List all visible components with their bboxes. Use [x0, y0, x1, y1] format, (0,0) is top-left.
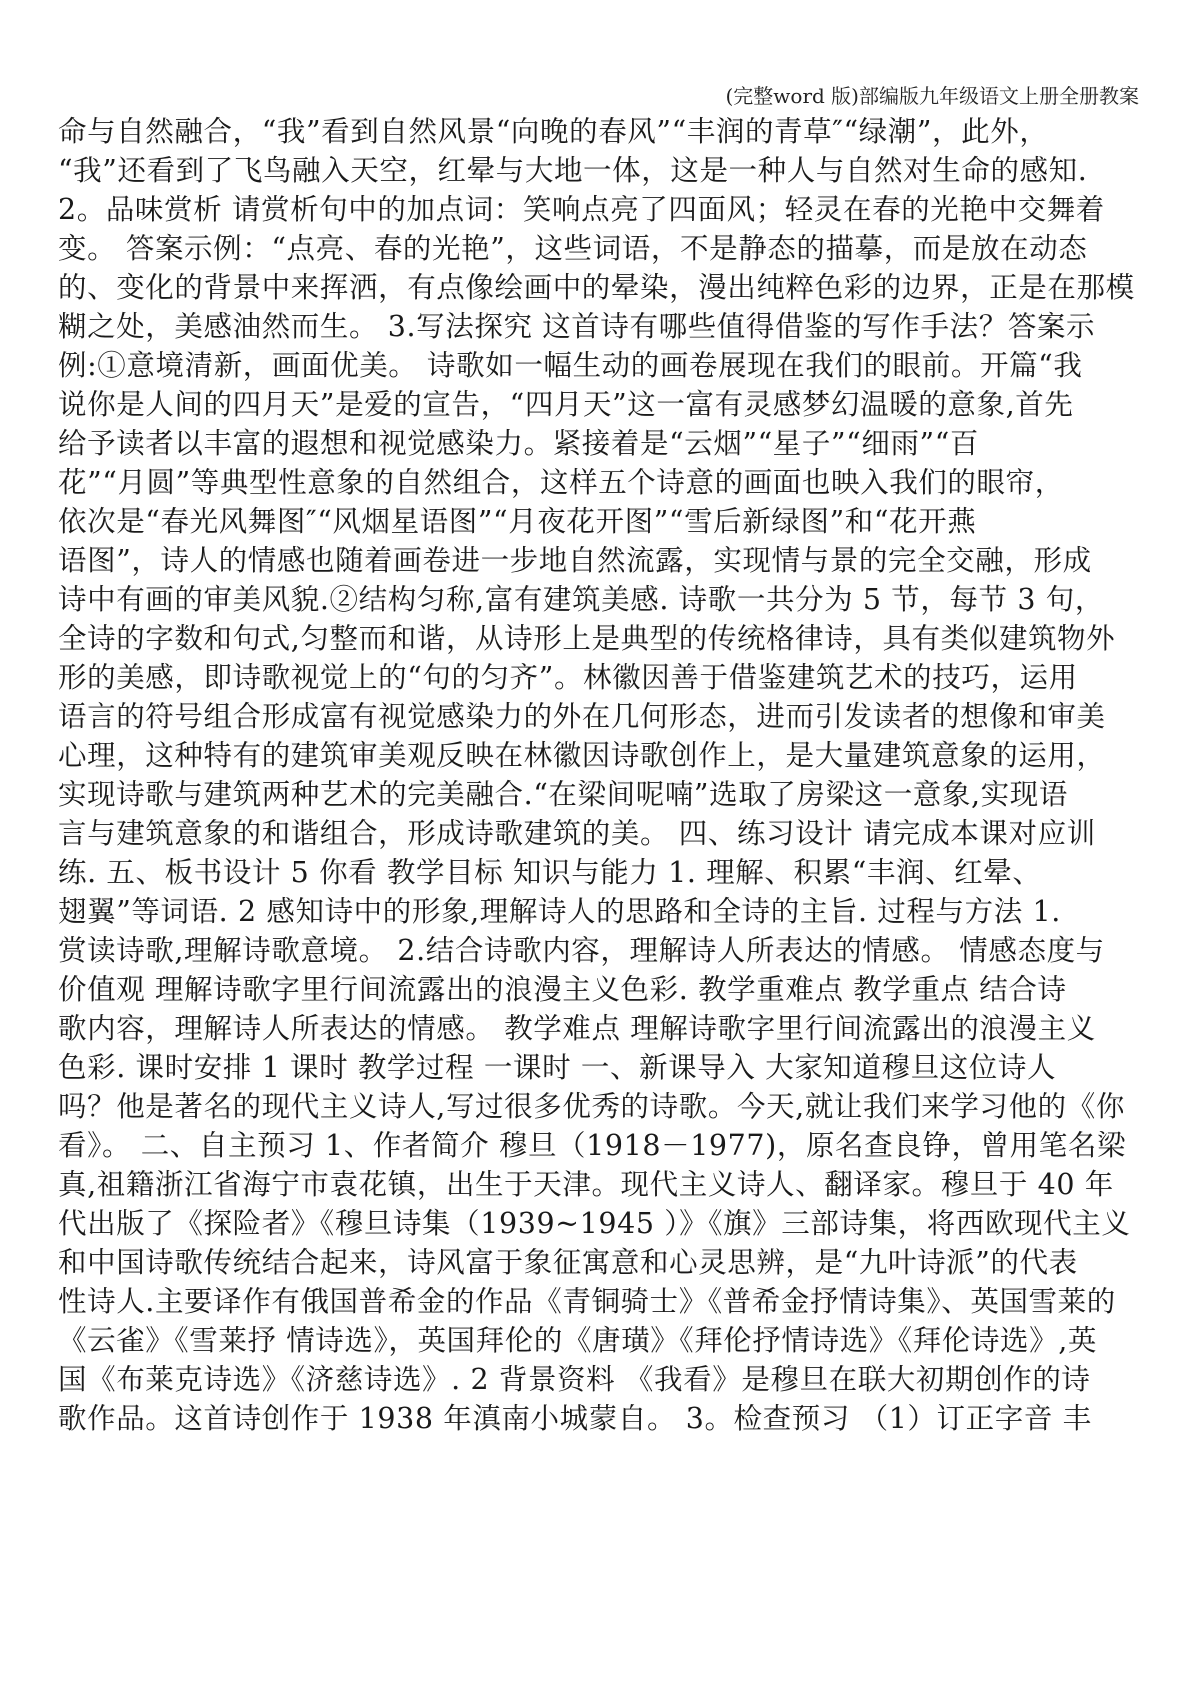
page-header: (完整word 版)部编版九年级语文上册全册教案 [725, 84, 1139, 108]
text-line: 心理，这种特有的建筑审美观反映在林徽因诗歌创作上，是大量建筑意象的运用， [58, 739, 1106, 772]
text-line: 形的美感，即诗歌视觉上的“句的匀齐”。林徽因善于借鉴建筑艺术的技巧，运用 [58, 661, 1078, 694]
text-line: 歌内容，理解诗人所表达的情感。 教学难点 理解诗歌字里行间流露出的浪漫主义 [58, 1012, 1096, 1045]
text-line: “我”还看到了飞鸟融入天空，红晕与大地一体，这是一种人与自然对生命的感知. [58, 154, 1088, 187]
text-line: 语言的符号组合形成富有视觉感染力的外在几何形态，进而引发读者的想像和审美 [58, 700, 1106, 733]
text-line: 例:①意境清新，画面优美。 诗歌如一幅生动的画卷展现在我们的眼前。开篇“我 [58, 349, 1083, 382]
text-line: 代出版了《探险者》《穆旦诗集（1939~1945 ）》《旗》三部诗集，将西欧现代主义 [58, 1207, 1131, 1240]
text-line: 吗？他是著名的现代主义诗人,写过很多优秀的诗歌。今天,就让我们来学习他的《你 [58, 1090, 1125, 1123]
text-line: 看》。 二、自主预习 1、作者简介 穆旦（1918－1977)，原名查良铮，曾用笔名梁 [58, 1129, 1127, 1162]
text-line: 命与自然融合，“我”看到自然风景“向晚的春风”“丰润的青草″“绿潮”，此外， [58, 115, 1049, 148]
text-line: 和中国诗歌传统结合起来，诗风富于象征寓意和心灵思辨，是“九叶诗派”的代表 [58, 1246, 1078, 1279]
text-line: 价值观 理解诗歌字里行间流露出的浪漫主义色彩. 教学重难点 教学重点 结合诗 [58, 973, 1067, 1006]
text-line: 花”“月圆”等典型性意象的自然组合，这样五个诗意的画面也映入我们的眼帘， [58, 466, 1064, 499]
text-line: 言与建筑意象的和谐组合，形成诗歌建筑的美。 四、练习设计 请完成本课对应训 [58, 817, 1096, 850]
text-line: 国《布莱克诗选》《济慈诗选》. 2 背景资料 《我看》是穆旦在联大初期创作的诗 [58, 1363, 1091, 1396]
text-line: 全诗的字数和句式,匀整而和谐，从诗形上是典型的传统格律诗，具有类似建筑物外 [58, 622, 1116, 655]
text-line: 给予读者以丰富的遐想和视觉感染力。紧接着是“云烟”“星子”“细雨”“百 [58, 427, 979, 460]
text-line: 变。 答案示例：“点亮、春的光艳”，这些词语，不是静态的描摹，而是放在动态 [58, 232, 1088, 265]
text-line: 糊之处，美感油然而生。 3.写法探究 这首诗有哪些值得借鉴的写作手法？答案示 [58, 310, 1096, 343]
text-line: 练. 五、板书设计 5 你看 教学目标 知识与能力 1. 理解、积累“丰润、红晕、 [58, 856, 1042, 889]
text-line: 色彩. 课时安排 1 课时 教学过程 一课时 一、新课导入 大家知道穆旦这位诗人 [58, 1051, 1057, 1084]
document-body [58, 112, 1138, 1438]
text-line: 2。品味赏析 请赏析句中的加点词：笑响点亮了四面风；轻灵在春的光艳中交舞着 [58, 193, 1105, 226]
text-line: 说你是人间的四月天”是爱的宣告，“四月天”这一富有灵感梦幻温暖的意象,首先 [58, 388, 1074, 421]
text-line: 真,祖籍浙江省海宁市袁花镇，出生于天津。现代主义诗人、翻译家。穆旦于 40 年 [58, 1168, 1114, 1201]
text-line: 歌作品。这首诗创作于 1938 年滇南小城蒙自。 3。检查预习 （1）订正字音 丰 [58, 1402, 1092, 1435]
text-line: 语图”，诗人的情感也随着画卷进一步地自然流露，实现情与景的完全交融，形成 [58, 544, 1092, 577]
text-line: 诗中有画的审美风貌.②结构匀称,富有建筑美感. 诗歌一共分为 5 节，每节 3 句， [58, 583, 1104, 616]
text-line: 性诗人.主要译作有俄国普希金的作品《青铜骑士》《普希金抒情诗集》、英国雪莱的 [58, 1285, 1116, 1318]
text-line: 实现诗歌与建筑两种艺术的完美融合.“在梁间呢喃”选取了房梁这一意象,实现语 [58, 778, 1068, 811]
text-line: 的、变化的背景中来挥洒，有点像绘画中的晕染，漫出纯粹色彩的边界，正是在那模 [58, 271, 1135, 304]
text-line: 依次是“春光风舞图″“风烟星语图”“月夜花开图”“雪后新绿图”和“花开燕 [58, 505, 977, 538]
text-line: 翅翼”等词语. 2 感知诗中的形象,理解诗人的思路和全诗的主旨. 过程与方法 1. [58, 895, 1061, 928]
text-line: 赏读诗歌,理解诗歌意境。 2.结合诗歌内容，理解诗人所表达的情感。 情感态度与 [58, 934, 1105, 967]
text-line: 《云雀》《雪莱抒 情诗选》，英国拜伦的《唐璜》《拜伦抒情诗选》《拜伦诗选》,英 [58, 1324, 1098, 1357]
